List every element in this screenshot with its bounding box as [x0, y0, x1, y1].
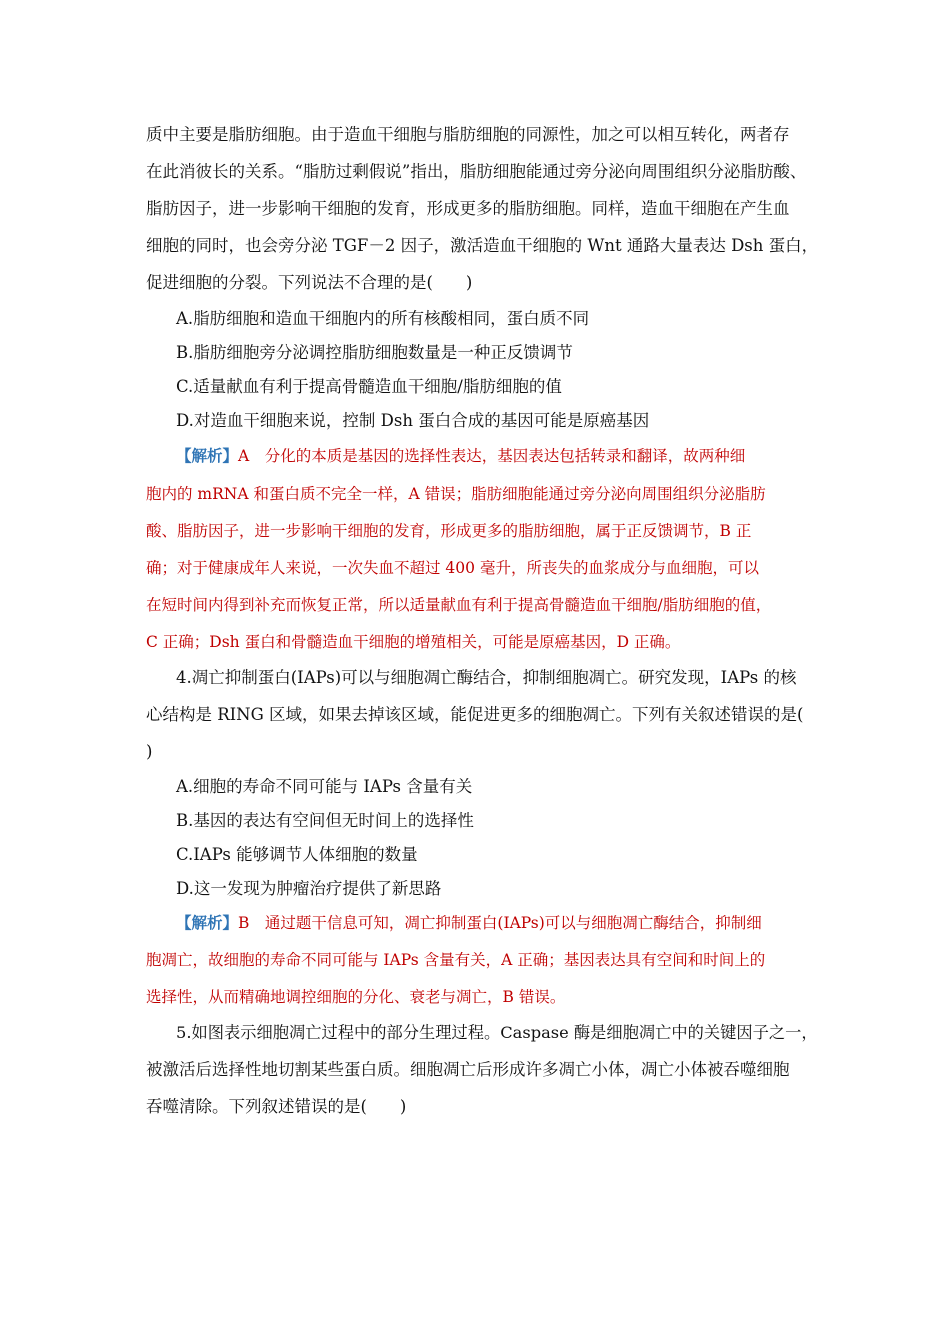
analysis-tag: 【解析】 [176, 446, 239, 465]
q3-analysis-line [176, 444, 745, 468]
q4-analysis-text: B 通过题干信息可知，凋亡抑制蛋白(IAPs)可以与细胞凋亡酶结合，抑制细 [238, 914, 762, 932]
q4-option-c: C.IAPs 能够调节人体细胞的数量 [176, 845, 418, 864]
q4-option-a: A.细胞的寿命不同可能与 IAPs 含量有关 [176, 777, 473, 796]
q3-stem-line: 脂肪因子，进一步影响干细胞的发育，形成更多的脂肪细胞。同样，造血干细胞在产生血 [146, 199, 790, 218]
q4-analysis-line: 胞凋亡，故细胞的寿命不同可能与 IAPs 含量有关，A 正确；基因表达具有空间和时间上的 [146, 951, 766, 969]
q5-stem-line: 吞噬清除。下列叙述错误的是( ) [146, 1097, 407, 1116]
q3-stem-line: 在此消彼长的关系。“脂肪过剩假说”指出，脂肪细胞能通过旁分泌向周围组织分泌脂肪酸、 [146, 162, 807, 181]
q3-option-b: B.脂肪细胞旁分泌调控脂肪细胞数量是一种正反馈调节 [176, 343, 573, 362]
q4-analysis-line: 选择性，从而精确地调控细胞的分化、衰老与凋亡，B 错误。 [146, 988, 566, 1006]
analysis-tag: 【解析】 [176, 913, 239, 932]
q3-analysis-line: 胞内的 mRNA 和蛋白质不完全一样，A 错误；脂肪细胞能通过旁分泌向周围组织分泌脂肪 [146, 485, 766, 503]
q3-analysis-line: C 正确；Dsh 蛋白和骨髓造血干细胞的增殖相关，可能是原癌基因，D 正确。 [146, 633, 681, 651]
q3-stem-line: 促进细胞的分裂。下列说法不合理的是( ) [146, 273, 473, 292]
q3-analysis-line: 确；对于健康成年人来说，一次失血不超过 400 毫升，所丧失的血浆成分与血细胞，可以 [146, 559, 759, 577]
q3-stem-line: 质中主要是脂肪细胞。由于造血干细胞与脂肪细胞的同源性，加之可以相互转化，两者存 [146, 125, 790, 144]
q3-option-c: C.适量献血有利于提高骨髓造血干细胞/脂肪细胞的值 [176, 377, 562, 396]
q3-option-d: D.对造血干细胞来说，控制 Dsh 蛋白合成的基因可能是原癌基因 [176, 411, 650, 430]
q5-stem-line: 5.如图表示细胞凋亡过程中的部分生理过程。Caspase 酶是细胞凋亡中的关键因子之一， [176, 1023, 818, 1042]
q3-stem-line: 细胞的同时，也会旁分泌 TGF－2 因子，激活造血干细胞的 Wnt 通路大量表达 Dsh 蛋白， [146, 236, 819, 255]
q3-analysis-line: 在短时间内得到补充而恢复正常，所以适量献血有利于提高骨髓造血干细胞/脂肪细胞的值， [146, 596, 772, 614]
q4-option-b: B.基因的表达有空间但无时间上的选择性 [176, 811, 474, 830]
q3-analysis-line: 酸、脂肪因子，进一步影响干细胞的发育，形成更多的脂肪细胞，属于正反馈调节，B 正 [146, 522, 752, 540]
q4-stem-line: 4.凋亡抑制蛋白(IAPs)可以与细胞凋亡酶结合，抑制细胞凋亡。研究发现，IAPs 的核 [176, 668, 797, 687]
q5-stem-line: 被激活后选择性地切割某些蛋白质。细胞凋亡后形成许多凋亡小体，凋亡小体被吞噬细胞 [146, 1060, 790, 1079]
q4-stem-line: ) [146, 742, 153, 761]
q4-option-d: D.这一发现为肿瘤治疗提供了新思路 [176, 879, 442, 898]
q3-analysis-text: A 分化的本质是基因的选择性表达，基因表达包括转录和翻译，故两种细 [238, 447, 746, 465]
q3-option-a: A.脂肪细胞和造血干细胞内的所有核酸相同，蛋白质不同 [176, 309, 590, 328]
q4-analysis-line [176, 911, 762, 935]
q4-stem-line: 心结构是 RING 区域，如果去掉该区域，能促进更多的细胞凋亡。下列有关叙述错误的是( [146, 705, 804, 724]
